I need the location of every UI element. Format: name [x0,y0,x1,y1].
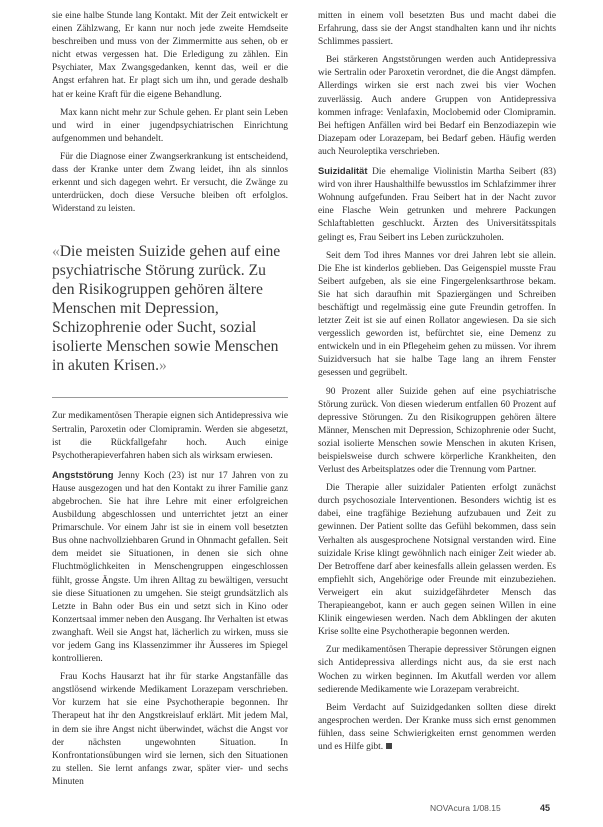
journal-footer: NOVAcura 1/08.15 [430,803,501,813]
paragraph: 90 Prozent aller Suizide gehen auf eine psychiatrische Störung zurück. Von diesen wiederum entfallen 60 Prozent auf depressive Störungen. Zu den Risikogruppen gehören ältere Männer, Menschen mit Depression, Schizophrenie oder Sucht, sozial isolierte Menschen sowie Menschen in akuten Krisen, beispielsweise durch schwere körperliche Krankheiten, den Verlust des Arbeitsplatzes oder die Trennung vom Partner. [318,386,556,476]
paragraph [52,468,288,666]
divider [52,397,288,398]
pull-quote [52,242,288,375]
paragraph: Für die Diagnose einer Zwangserkrankung ist entscheidend, dass der Kranke unter dem Zwang leidet, ihn als sinnlos erkennt und sich dagegen wehrt. Er versucht, die Zwänge zu unterdrücken, doch diese Versuche bleiben oft erfolglos. Widerstand zu leisten. [52,151,288,215]
paragraph: mitten in einem voll besetzten Bus und macht dabei die Erfahrung, dass sie der Angst standhalten kann und ihr nichts Schlimmes passiert. [318,11,556,48]
paragraph-text: Beim Verdacht auf Suizidgedanken sollten diese direkt angesprochen werden. Der Kranke muss sich ernst genommen fühlen, dass seine Schwierigkeiten ernst genommen werden und es Hilfe gibt. [318,702,556,752]
right-column [318,10,556,759]
paragraph-text: Jenny Koch (23) ist nur 17 Jahren von zu Hause ausgezogen und hat den Kontakt zu ihrer Familie ganz abgebrochen. Sie hat ihre Lehre mit einer erfolgreichen Ausbildung abgeschlossen und unterrichtet jetzt an einer Primarschule. Vor einem Jahr ist sie in einem voll besetzten Bus ohne nachvollziehbaren Grund in Ohnmacht gefallen. Seit dem meidet sie Situationen, in denen sie sich ohne Fluchtmöglichkeiten in Menschengruppen eingeschlossen fühlt, grosse Ängste. Um ihren Alltag zu bewältigen, versucht sie diese Situationen zu umgehen. Sie steigt grundsätzlich als Letzte in Bahn oder Bus ein und setzt sich in Kino oder Konzertsaal immer neben den Ausgang. Ihr Verhalten ist etwas zwanghaft. Weil sie Angst hat, lächerlich zu wirken, muss sie vor jedem Gang ins Klassenzimmer ihr Äusseres im Spiegel kontrollieren. [52,470,289,665]
section-lead: Angststörung [52,468,114,480]
page-number: 45 [540,803,551,813]
paragraph [318,164,556,245]
paragraph: Zur medikamentösen Therapie depressiver Störungen eignen sich Antidepressiva allerdings nicht aus, da sie erst nach Wochen zu wirken beginnen. Im Akutfall werden vor allem sedierende Medikamente wie Lorazepam verabreicht. [318,645,556,695]
pull-quote-text: Die meisten Suizide gehen auf eine psychiatrische Störung zurück. Zu den Risikogruppen gehören ältere Menschen mit Depression, Schizophrenie oder Sucht, sozial isolierte Menschen sowie Menschen in akuten Krisen. [52,243,281,375]
paragraph: Max kann nicht mehr zur Schule gehen. Er plant sein Leben und wird in einer jugendpsychiatrischen Einrichtung aufgenommen und behandelt. [52,107,288,144]
quote-open-mark: « [52,243,60,261]
paragraph: Frau Kochs Hausarzt hat ihr für starke Angstanfälle das angstlösend wirkende Medikament Lorazepam verschrieben. Vor kurzem hat sie eine Psychotherapie begonnen. Ihr Therapeut hat ihr den Angstkreislauf erklärt. Mit jedem Mal, in dem sie ihre Angst nicht überwindet, wächst die Angst vor der nächsten ungewohnten Situation. In Konfrontationsübungen wird sie lernen, sich den Situationen zu stellen. Sie lernt anfangs zwar, später vier- und sechs Minuten [52,672,288,787]
left-column [52,10,288,794]
quote-close-mark: » [158,357,167,375]
section-lead: Suizidalität [318,165,368,177]
paragraph: Zur medikamentösen Therapie eignen sich Antidepressiva wie Sertralin, Paroxetin oder Clomipramin. Werden sie abgesetzt, ist die Rückfallgefahr hoch. Auch einige Psychotherapieverfahren haben sich als wirksam erwiesen. [52,411,288,461]
paragraph-text: Die ehemalige Violinistin Martha Seibert (83) wird von ihrer Haushalthilfe bewusstlos im Schlafzimmer ihrer Wohnung aufgefunden. Frau Seibert hat in der Nacht zuvor eine Flasche Wein getrunken und mehrere Packungen Schlaftabletten geschluckt. Ärzten des Universitätsspitals gelingt es, Frau Seibert ins Leben zurückzuholen. [318,167,556,243]
paragraph [318,702,556,754]
paragraph: Die Therapie aller suizidaler Patienten erfolgt zunächst durch psychosoziale Interventionen. Besonders wichtig ist es dabei, eine tragfähige Beziehung aufzubauen und Zeit zu gewinnen. Der Patient sollte das Gefühl bekommen, dass sein Verhalten als ausgesprochene Notsignal verstanden wird. Eine suizidale Krise klingt gewöhnlich nach einiger Zeit wieder ab. Der Betroffene darf aber keinesfalls allein gelassen werden. Es empfiehlt sich, Angehörige oder Freunde mit einzubeziehen. Verweigert ein akut suizidgefährdeter Mensch das Therapieangebot, kann er auch gegen seinen Willen in eine Klinik eingewiesen werden. Nach dem Abklingen der akuten Krise sollte eine Psychotherapie begonnen werden. [318,483,556,638]
paragraph: Seit dem Tod ihres Mannes vor drei Jahren lebt sie allein. Die Ehe ist kinderlos geblieben. Das Geigenspiel musste Frau Seibert aufgeben, als sie eine Fingergelenksarthrose bekam. Sie hat sich daraufhin mit Spaziergängen und Schreiben beschäftigt und regelmässig eine gute Freundin getroffen. In letzter Zeit ist sie auf einen Rollator angewiesen. Da sie sich vergesslich geworden ist, befürchtet sie, eine Demenz zu entwickeln und in ein Pflegeheim gehen zu müssen. Vor ihrem Suizidversuch hat sie halbe Tage lang an ihrem Fenster gesessen und gegrübelt. [318,250,556,379]
paragraph: sie eine halbe Stunde lang Kontakt. Mit der Zeit entwickelt er einen Zählzwang, Er kann nur noch jede zweite Hemdseite beschreiben und muss von der Zimmermitte aus sehen, ob er nicht etwas vergessen hat. Die Erledigung zu zählen. Ein Psychiater, Max Zwangsgedanken, kennt das, weil er die Angst erfahren hat. Er plagt sich um ihn, und gerade deshalb hat er keine Kraft für die eigene Behandlung. [52,11,288,100]
end-mark-icon [386,743,392,749]
paragraph: Bei stärkeren Angststörungen werden auch Antidepressiva wie Sertralin oder Paroxetin verordnet, die die Angst dämpfen. Allerdings wirken sie erst nach zwei bis vier Wochen zuverlässig. Auch andere Gruppen von Antidepressiva kommen infrage: Venlafaxin, Moclobemid oder Clomipramin. Bei heftigen Anfällen wird bei Bedarf ein Benzodiazepin wie Diazepam oder Lorazepam, bei Bedarf geben. Häufig werden auch Neuroleptika verschrieben. [318,55,556,157]
